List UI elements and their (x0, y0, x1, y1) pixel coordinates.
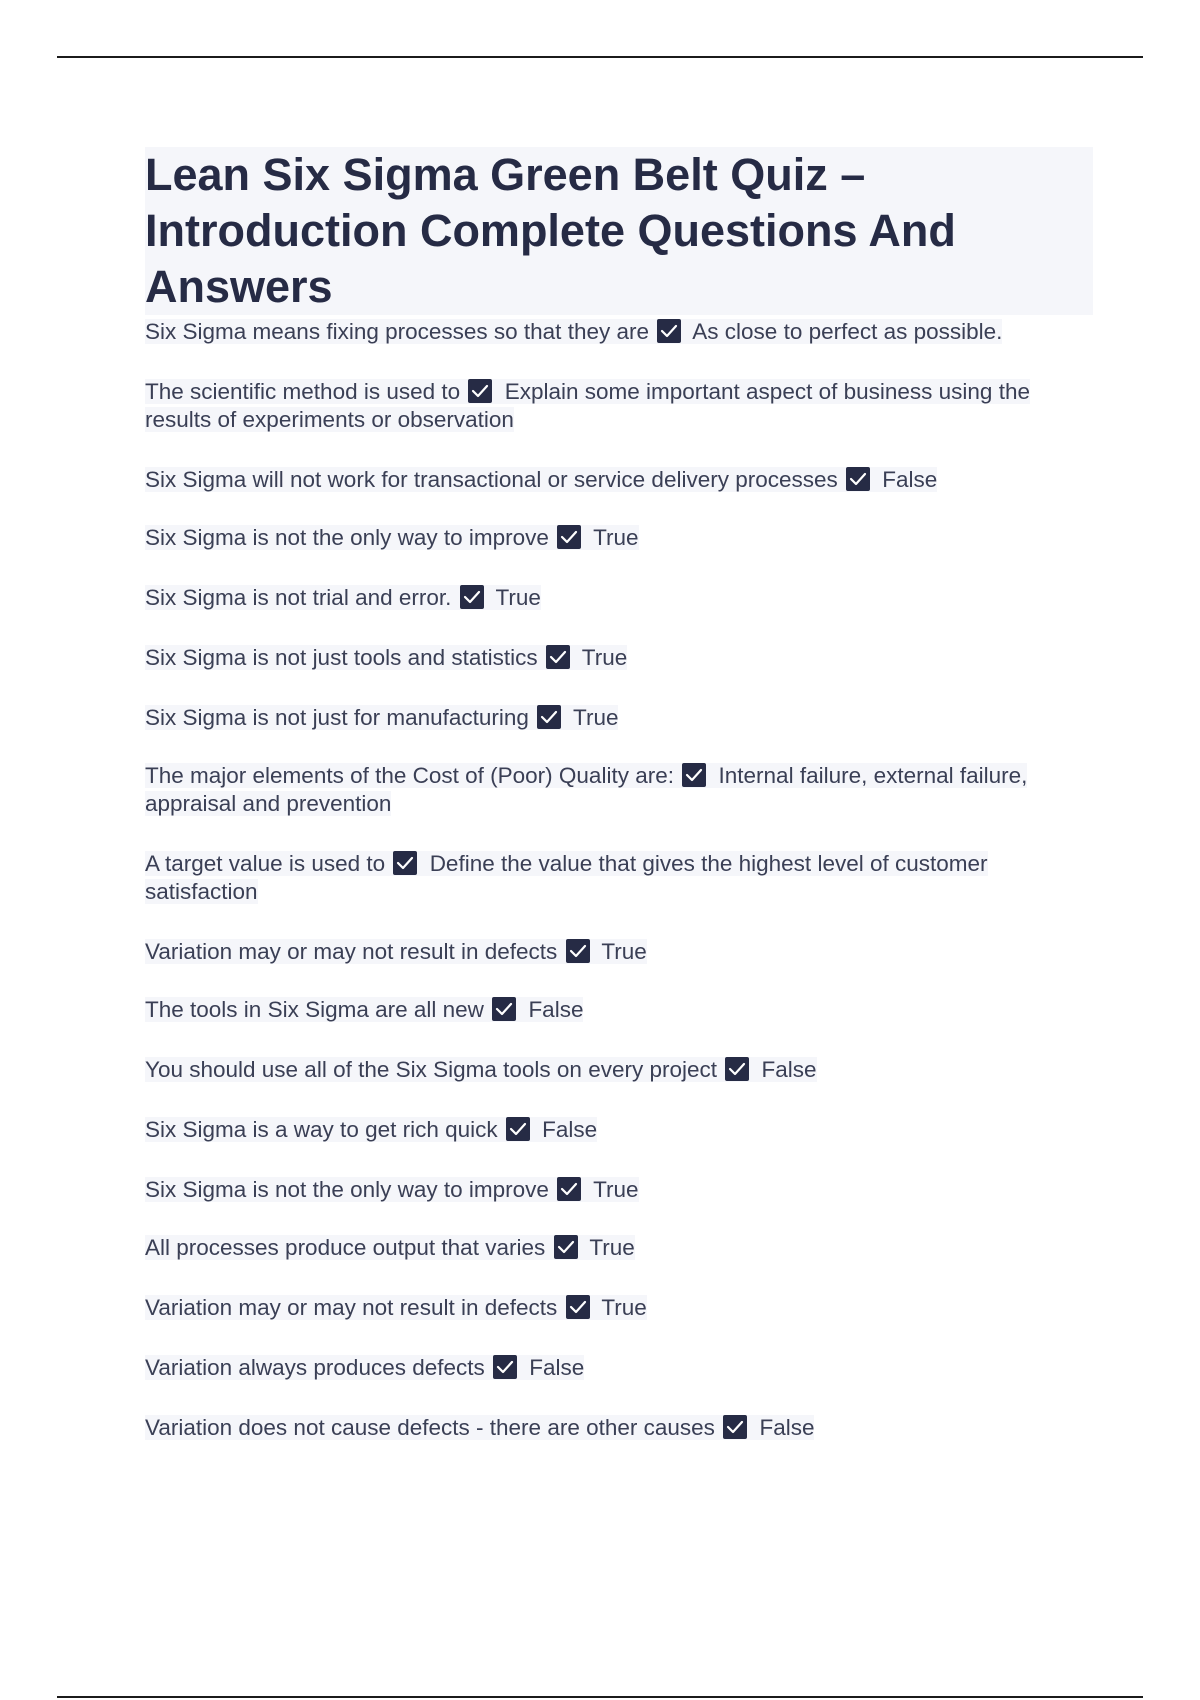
qa-list (145, 318, 1093, 1442)
question-text: A target value is used to (145, 851, 386, 876)
check-box-icon (725, 1057, 749, 1081)
answer-text: True (495, 585, 541, 610)
check-box-icon (546, 645, 570, 669)
qa-item (145, 644, 1090, 672)
question-text: Six Sigma is not the only way to improve (145, 525, 549, 550)
qa-item (145, 762, 1090, 818)
question-text: You should use all of the Six Sigma tools on every project (145, 1057, 718, 1082)
question-text: All processes produce output that varies (145, 1235, 546, 1260)
question-text: Variation does not cause defects - there are other causes (145, 1415, 715, 1440)
qa-item (145, 584, 1090, 612)
check-box-icon (846, 467, 870, 491)
answer-text: False (542, 1117, 598, 1142)
question-text: Six Sigma is not trial and error. (145, 585, 452, 610)
answer-text: False (882, 467, 938, 492)
check-box-icon (682, 763, 706, 787)
document-title: Lean Six Sigma Green Belt Quiz – Introduction Complete Questions And Answers (145, 147, 1093, 315)
question-text: Six Sigma will not work for transactional or service delivery processes (145, 467, 838, 492)
answer-text: True (573, 705, 619, 730)
qa-item (145, 378, 1090, 434)
question-text: Six Sigma is not just tools and statistics (145, 645, 538, 670)
question-text: Variation always produces defects (145, 1355, 485, 1380)
document-body (145, 147, 1093, 1442)
qa-item (145, 524, 1090, 552)
qa-item (145, 1234, 1090, 1262)
qa-item (145, 938, 1090, 966)
check-box-icon (492, 997, 516, 1021)
answer-text: True (589, 1235, 635, 1260)
check-box-icon (566, 939, 590, 963)
qa-item (145, 466, 1090, 494)
answer-text: False (529, 1355, 585, 1380)
answer-text: Internal failure, external failure, appraisal and prevention (145, 763, 1028, 816)
answer-text: Explain some important aspect of business using the results of experiments or observation (145, 379, 1030, 432)
answer-text: True (593, 525, 639, 550)
qa-item (145, 1176, 1090, 1204)
qa-item (145, 996, 1090, 1024)
answer-text: True (581, 645, 628, 670)
question-text: Six Sigma means fixing processes so that they are (145, 319, 649, 344)
qa-item (145, 1354, 1090, 1382)
qa-item (145, 1116, 1090, 1144)
answer-text: As close to perfect as possible. (692, 319, 1003, 344)
bottom-rule (57, 1696, 1143, 1698)
check-box-icon (723, 1415, 747, 1439)
answer-text: True (601, 1295, 647, 1320)
top-rule (57, 56, 1143, 58)
check-box-icon (554, 1235, 578, 1259)
check-box-icon (537, 705, 561, 729)
question-text: Six Sigma is a way to get rich quick (145, 1117, 498, 1142)
question-text: Six Sigma is not just for manufacturing (145, 705, 529, 730)
qa-item (145, 318, 1090, 346)
answer-text: True (601, 939, 647, 964)
answer-text: False (528, 997, 584, 1022)
answer-text: False (761, 1057, 817, 1082)
answer-text: True (593, 1177, 639, 1202)
answer-text: False (759, 1415, 815, 1440)
check-box-icon (557, 1177, 581, 1201)
question-text: Six Sigma is not the only way to improve (145, 1177, 549, 1202)
qa-item (145, 1056, 1090, 1084)
check-box-icon (468, 379, 492, 403)
question-text: The scientific method is used to (145, 379, 461, 404)
check-box-icon (657, 319, 681, 343)
question-text: The major elements of the Cost of (Poor) Quality are: (145, 763, 674, 788)
qa-item (145, 1414, 1090, 1442)
question-text: The tools in Six Sigma are all new (145, 997, 484, 1022)
answer-text: Define the value that gives the highest level of customer satisfaction (145, 851, 988, 904)
check-box-icon (393, 851, 417, 875)
question-text: Variation may or may not result in defects (145, 1295, 558, 1320)
question-text: Variation may or may not result in defects (145, 939, 558, 964)
check-box-icon (506, 1117, 530, 1141)
check-box-icon (460, 585, 484, 609)
check-box-icon (557, 525, 581, 549)
qa-item (145, 704, 1090, 732)
check-box-icon (493, 1355, 517, 1379)
qa-item (145, 1294, 1090, 1322)
qa-item (145, 850, 1090, 906)
check-box-icon (566, 1295, 590, 1319)
